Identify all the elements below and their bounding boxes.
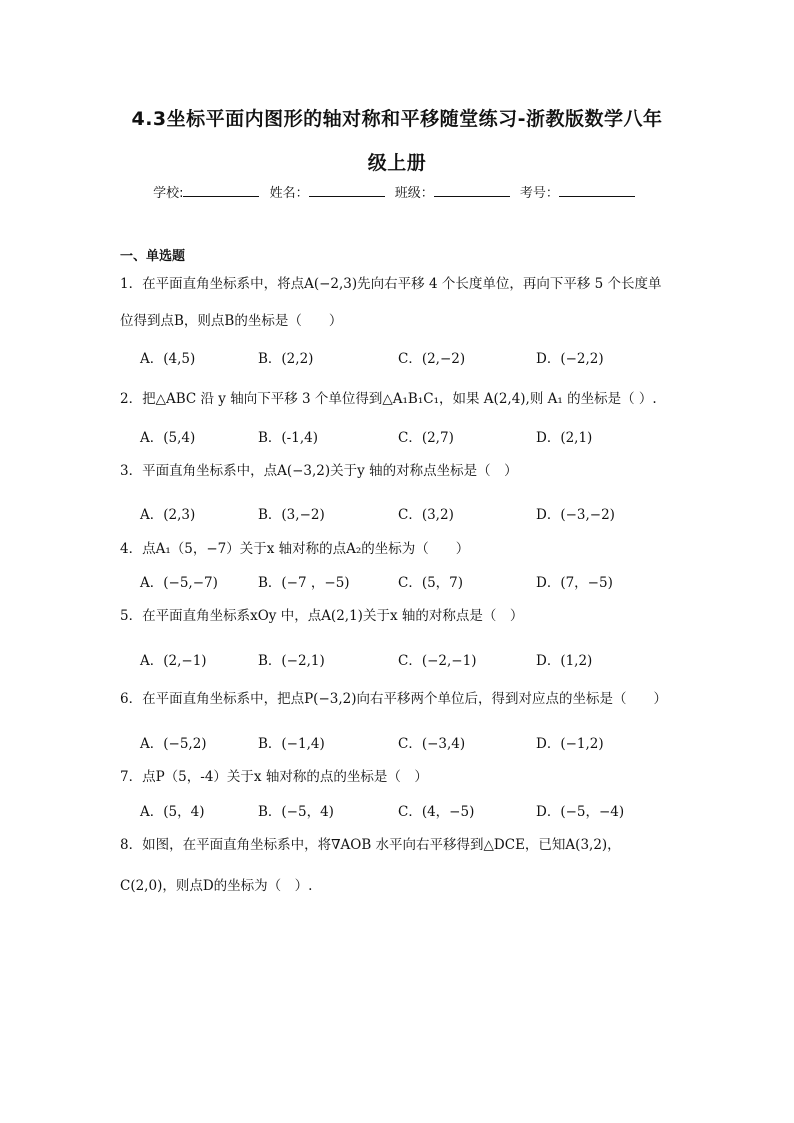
exam-no-label: 考号：	[519, 186, 559, 201]
option: D．(−2,2)	[536, 351, 604, 367]
option: C．(5，7)	[398, 575, 464, 591]
page-title-line1: 4.3坐标平面内图形的轴对称和平移随堂练习-浙教版数学八年	[131, 108, 663, 130]
question-4-options	[140, 571, 680, 591]
exam-no-blank	[559, 184, 635, 197]
option: A．(2,−1)	[140, 653, 207, 669]
question-2-options	[140, 426, 680, 446]
section-heading: 一、单选题	[120, 249, 186, 264]
option: D．(−3,−2)	[536, 507, 615, 523]
option: C．(2,7)	[398, 430, 454, 446]
option: C．(2,−2)	[398, 351, 466, 367]
question-3-line1: 3．平面直角坐标系中，点A(−3,2)关于y 轴的对称点坐标是（ ）	[120, 463, 518, 479]
question-8-line2: C(2,0)，则点D的坐标为（ ）.	[120, 878, 313, 894]
question-7-options	[140, 800, 680, 820]
option: D．(7，−5)	[536, 575, 613, 591]
name-label: 姓名：	[269, 186, 309, 201]
option: D．(2,1)	[536, 430, 593, 446]
question-1-line2: 位得到点B，则点B的坐标是（ ）	[120, 313, 343, 329]
name-blank	[309, 184, 385, 197]
option: B．(3,−2)	[258, 507, 325, 523]
class-label: 班级：	[394, 186, 434, 201]
option: C．(−3,4)	[398, 736, 466, 752]
option: A．(5，4)	[140, 804, 205, 820]
option: D．(1,2)	[536, 653, 593, 669]
question-6-options	[140, 732, 680, 752]
option: D．(−1,2)	[536, 736, 604, 752]
question-8-line1: 8．如图，在平面直角坐标系中，将∇AOB 水平向右平移得到△DCE，已知A(3,2)，	[120, 837, 621, 853]
question-1-line1: 1．在平面直角坐标系中，将点A(−2,3)先向右平移 4 个长度单位，再向下平移 5 个长度单	[120, 276, 662, 292]
option: C．(−2,−1)	[398, 653, 477, 669]
option: A．(−5,−7)	[140, 575, 218, 591]
page-title-line2: 级上册	[367, 152, 427, 174]
option: B．(2,2)	[258, 351, 314, 367]
option: D．(−5，−4)	[536, 804, 625, 820]
question-2-line1: 2．把△ABC 沿 y 轴向下平移 3 个单位得到△A₁B₁C₁，如果 A(2,4),则 A₁ 的坐标是（ ）.	[120, 391, 657, 407]
option: B．(−5，4)	[258, 804, 334, 820]
option: B．(-1,4)	[258, 430, 318, 446]
question-7-line1: 7．点P（5，-4）关于x 轴对称的点的坐标是（ ）	[120, 769, 428, 785]
option: C．(3,2)	[398, 507, 454, 523]
question-5-options	[140, 649, 680, 669]
class-blank	[434, 184, 510, 197]
school-label: 学校:	[153, 186, 184, 201]
question-1-options	[140, 347, 680, 367]
option: B．(−2,1)	[258, 653, 325, 669]
option: C．(4，−5)	[398, 804, 475, 820]
question-5-line1: 5．在平面直角坐标系xOy 中，点A(2,1)关于x 轴的对称点是（ ）	[120, 608, 524, 624]
question-3-options	[140, 503, 680, 523]
option: A．(5,4)	[140, 430, 196, 446]
question-4-line1: 4．点A₁（5，−7）关于x 轴对称的点A₂的坐标为（ ）	[120, 541, 470, 557]
option: A．(4,5)	[140, 351, 196, 367]
question-6-line1: 6．在平面直角坐标系中，把点P(−3,2)向右平移两个单位后，得到对应点的坐标是（ ）	[120, 691, 667, 707]
option: B．(−7 ，−5)	[258, 575, 350, 591]
student-info-row	[0, 182, 794, 201]
option: A．(−5,2)	[140, 736, 207, 752]
option: B．(−1,4)	[258, 736, 325, 752]
school-blank	[183, 184, 259, 197]
option: A．(2,3)	[140, 507, 196, 523]
